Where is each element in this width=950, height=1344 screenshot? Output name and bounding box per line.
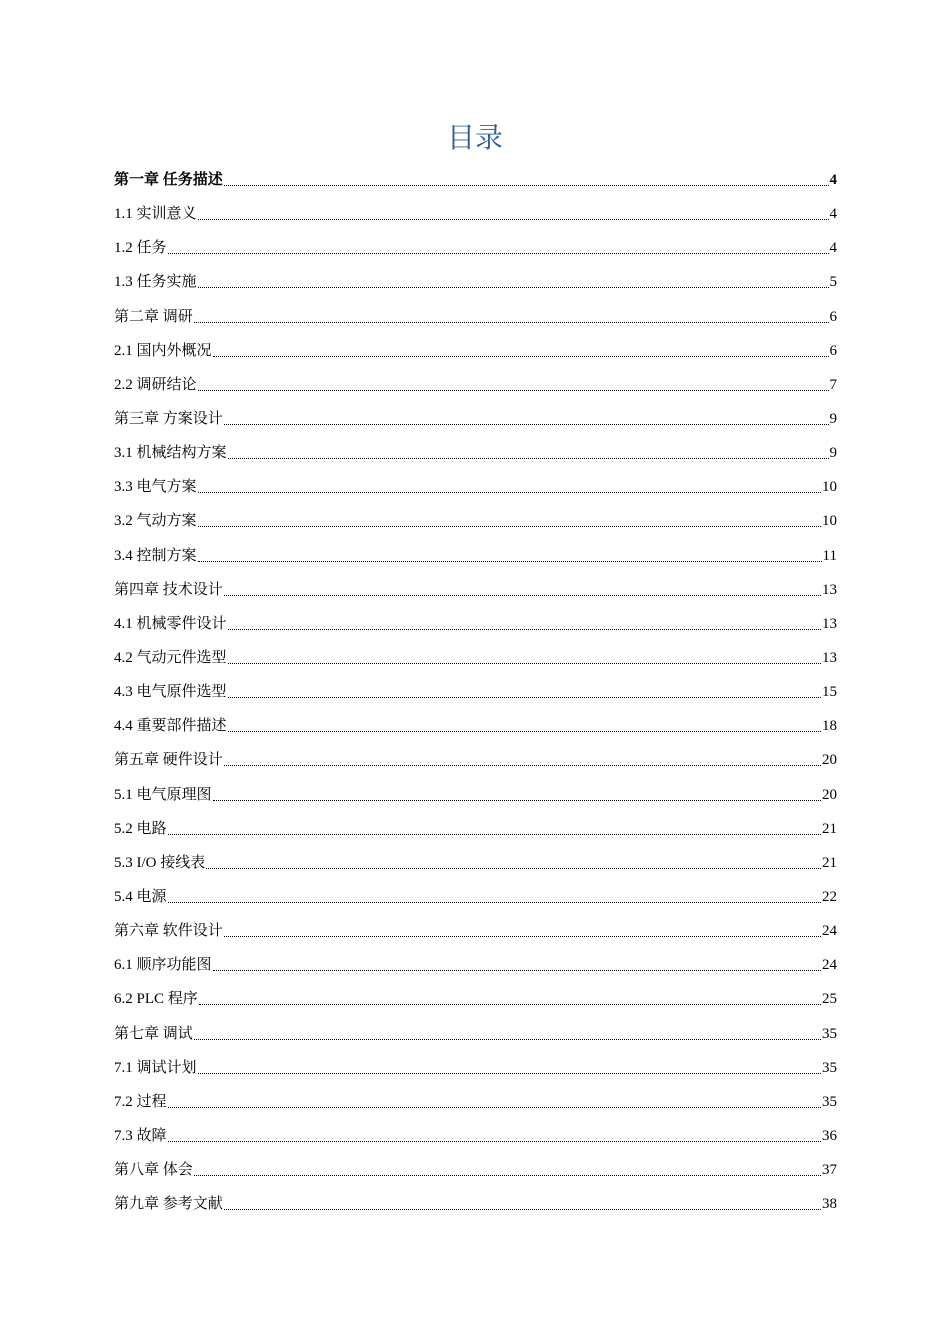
toc-entry-label: 第八章 体会 xyxy=(114,1162,193,1179)
dot-leader xyxy=(213,969,821,971)
toc-entry-page-number: 20 xyxy=(822,786,837,803)
toc-entry[interactable] xyxy=(114,1017,837,1051)
toc-entry[interactable] xyxy=(114,1051,837,1085)
toc-entry[interactable] xyxy=(114,1187,837,1221)
toc-entry[interactable] xyxy=(114,1085,837,1119)
dot-leader xyxy=(168,1140,821,1142)
dot-leader xyxy=(213,355,829,357)
toc-entry[interactable] xyxy=(114,709,837,743)
dot-leader xyxy=(224,423,829,425)
toc-entry-page-number: 21 xyxy=(822,820,837,837)
toc-entry-label: 1.3 任务实施 xyxy=(114,274,197,291)
toc-entry[interactable] xyxy=(114,573,837,607)
toc-entry-page-number: 13 xyxy=(822,649,837,666)
toc-entry-page-number: 9 xyxy=(829,410,837,427)
toc-entry-label: 第四章 技术设计 xyxy=(114,581,223,598)
toc-entry-page-number: 4 xyxy=(829,240,837,257)
toc-entry-label: 6.1 顺序功能图 xyxy=(114,957,212,974)
toc-entry-label: 第一章 任务描述 xyxy=(114,172,223,188)
dot-leader xyxy=(194,1038,821,1040)
dot-leader xyxy=(198,560,822,562)
toc-entry-page-number: 25 xyxy=(822,991,837,1008)
dot-leader xyxy=(228,662,821,664)
dot-leader xyxy=(228,696,821,698)
toc-entry-page-number: 15 xyxy=(822,684,837,701)
toc-entry[interactable] xyxy=(114,539,837,573)
toc-entry-page-number: 9 xyxy=(829,445,837,462)
toc-entry-page-number: 20 xyxy=(822,752,837,769)
toc-entry[interactable] xyxy=(114,812,837,846)
toc-entry[interactable] xyxy=(114,880,837,914)
toc-entry-page-number: 24 xyxy=(822,957,837,974)
toc-entry-page-number: 24 xyxy=(822,923,837,940)
toc-entry-page-number: 4 xyxy=(829,206,837,223)
dot-leader xyxy=(228,730,821,732)
toc-entry[interactable] xyxy=(114,982,837,1016)
dot-leader xyxy=(194,1174,821,1176)
toc-entry-label: 第九章 参考文献 xyxy=(114,1196,223,1213)
toc-entry[interactable] xyxy=(114,470,837,504)
toc-entry-label: 5.4 电源 xyxy=(114,888,167,905)
toc-entry-page-number: 35 xyxy=(822,1025,837,1042)
toc-entry[interactable] xyxy=(114,231,837,265)
toc-entry-label: 5.2 电路 xyxy=(114,820,167,837)
toc-entry-label: 2.2 调研结论 xyxy=(114,376,197,393)
dot-leader xyxy=(224,764,821,766)
toc-entry-page-number: 36 xyxy=(822,1127,837,1144)
toc-entry-page-number: 11 xyxy=(822,547,837,564)
toc-entry-label: 5.3 I/O 接线表 xyxy=(114,854,206,871)
toc-entry[interactable] xyxy=(114,334,837,368)
dot-leader xyxy=(198,525,821,527)
toc-entry-page-number: 22 xyxy=(822,888,837,905)
toc-entry-label: 7.3 故障 xyxy=(114,1127,167,1144)
toc-entry-page-number: 38 xyxy=(822,1196,837,1213)
toc-entry-label: 4.3 电气原件选型 xyxy=(114,684,227,701)
dot-leader xyxy=(168,833,821,835)
dot-leader xyxy=(198,1072,821,1074)
toc-entry-page-number: 10 xyxy=(822,479,837,496)
toc-entry-page-number: 37 xyxy=(822,1162,837,1179)
toc-entry[interactable] xyxy=(114,504,837,538)
dot-leader xyxy=(198,389,829,391)
toc-entry-page-number: 13 xyxy=(822,581,837,598)
toc-entry-label: 第六章 软件设计 xyxy=(114,923,223,940)
toc-title: 目录 xyxy=(446,121,503,154)
toc-entry-label: 4.1 机械零件设计 xyxy=(114,615,227,632)
toc-entry-page-number: 6 xyxy=(829,308,837,325)
toc-entry[interactable] xyxy=(114,675,837,709)
toc-entry-label: 3.2 气动方案 xyxy=(114,513,197,530)
toc-entry-label: 7.1 调试计划 xyxy=(114,1059,197,1076)
dot-leader xyxy=(168,1106,821,1108)
toc-entry-label: 4.4 重要部件描述 xyxy=(114,718,227,735)
dot-leader xyxy=(224,1208,821,1210)
toc-entry[interactable] xyxy=(114,265,837,299)
toc-entry-label: 7.2 过程 xyxy=(114,1093,167,1110)
toc-entry-label: 3.4 控制方案 xyxy=(114,547,197,564)
toc-entry[interactable] xyxy=(114,368,837,402)
toc-entry-page-number: 7 xyxy=(829,376,837,393)
dot-leader xyxy=(194,321,829,323)
toc-entry[interactable] xyxy=(114,778,837,812)
dot-leader xyxy=(198,286,829,288)
toc-entry-page-number: 4 xyxy=(829,172,837,188)
dot-leader xyxy=(224,594,821,596)
toc-entry[interactable] xyxy=(114,607,837,641)
toc-entry[interactable] xyxy=(114,163,837,197)
dot-leader xyxy=(224,184,829,186)
toc-entry[interactable] xyxy=(114,914,837,948)
toc-entry-label: 第三章 方案设计 xyxy=(114,410,223,427)
toc-entry-page-number: 21 xyxy=(822,854,837,871)
toc-entry[interactable] xyxy=(114,641,837,675)
toc-entry-page-number: 5 xyxy=(829,274,837,291)
toc-entry-page-number: 35 xyxy=(822,1059,837,1076)
toc-entry-label: 第五章 硬件设计 xyxy=(114,752,223,769)
toc-entry[interactable] xyxy=(114,300,837,334)
toc-entry-label: 1.2 任务 xyxy=(114,240,167,257)
toc-entry-page-number: 18 xyxy=(822,718,837,735)
toc-entry-label: 2.1 国内外概况 xyxy=(114,342,212,359)
dot-leader xyxy=(228,457,829,459)
table-of-contents xyxy=(114,163,837,1221)
dot-leader xyxy=(198,218,829,220)
toc-entry-label: 第七章 调试 xyxy=(114,1025,193,1042)
dot-leader xyxy=(206,867,821,869)
toc-entry-label: 3.1 机械结构方案 xyxy=(114,445,227,462)
toc-entry-page-number: 35 xyxy=(822,1093,837,1110)
toc-entry[interactable] xyxy=(114,1119,837,1153)
toc-entry[interactable] xyxy=(114,436,837,470)
toc-entry-page-number: 13 xyxy=(822,615,837,632)
dot-leader xyxy=(168,901,821,903)
toc-entry[interactable] xyxy=(114,402,837,436)
toc-entry-label: 5.1 电气原理图 xyxy=(114,786,212,803)
toc-entry[interactable] xyxy=(114,197,837,231)
toc-entry-page-number: 6 xyxy=(829,342,837,359)
toc-entry-label: 3.3 电气方案 xyxy=(114,479,197,496)
dot-leader xyxy=(228,628,821,630)
toc-entry[interactable] xyxy=(114,846,837,880)
toc-entry[interactable] xyxy=(114,1153,837,1187)
toc-entry-label: 第二章 调研 xyxy=(114,308,193,325)
toc-entry-label: 4.2 气动元件选型 xyxy=(114,649,227,666)
dot-leader xyxy=(213,799,821,801)
toc-entry[interactable] xyxy=(114,948,837,982)
toc-entry-page-number: 10 xyxy=(822,513,837,530)
dot-leader xyxy=(199,1003,821,1005)
toc-entry[interactable] xyxy=(114,743,837,777)
toc-entry-label: 1.1 实训意义 xyxy=(114,206,197,223)
dot-leader xyxy=(198,491,821,493)
dot-leader xyxy=(168,252,829,254)
toc-entry-label: 6.2 PLC 程序 xyxy=(114,991,198,1008)
dot-leader xyxy=(224,935,821,937)
